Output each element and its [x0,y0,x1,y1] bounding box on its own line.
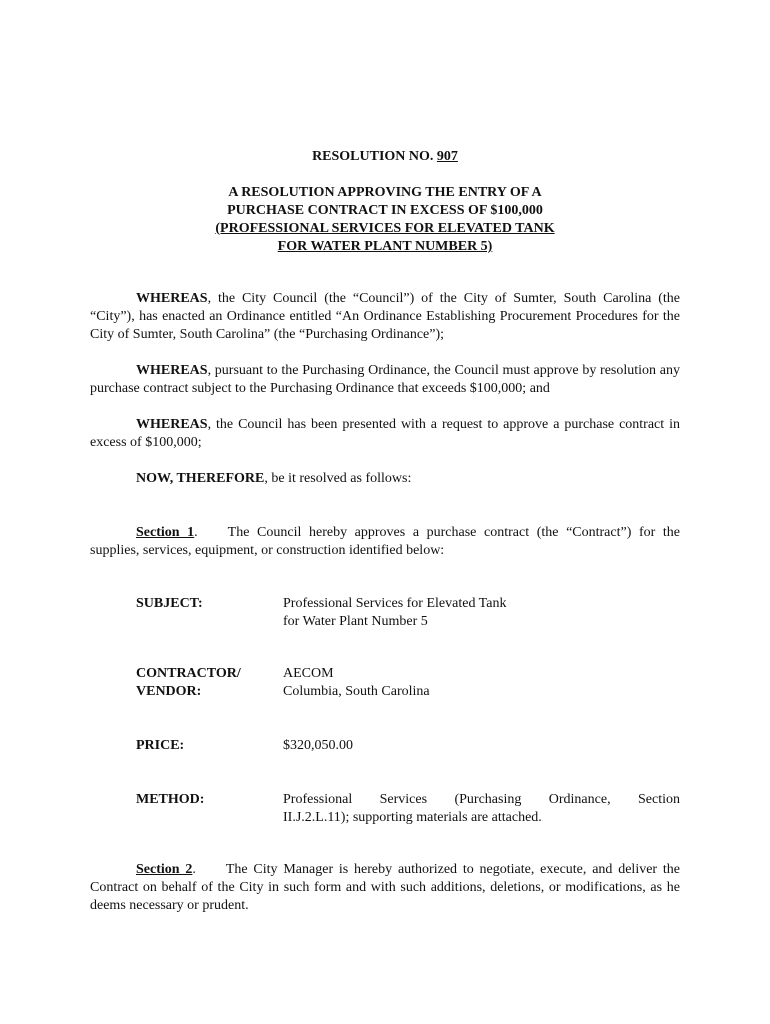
whereas-paragraph-1 [90,290,680,344]
contractor-line-1: AECOM [283,666,334,681]
method-label: METHOD: [136,792,205,807]
subject-value [283,595,680,631]
resolution-number-heading [90,148,680,166]
now-therefore-keyword: NOW, THEREFORE [136,471,265,486]
section-2-paragraph [90,861,680,915]
whereas-text: , pursuant to the Purchasing Ordinance, the Council must approve by resolution any purchase contract subject to the Purchasing Ordinance that exceeds $100,000; and [90,363,680,396]
contractor-line-2: Columbia, South Carolina [283,684,430,699]
section-2-text: The City Manager is hereby authorized to negotiate, execute, and deliver the Contract on behalf of the City in such form and with such additions, deletions, or modifications, as he deems necessary or prudent. [90,862,680,913]
whereas-keyword: WHEREAS [136,417,208,432]
price-value: $320,050.00 [283,738,353,753]
resolution-prefix: RESOLUTION NO. [312,149,437,164]
whereas-text: , the Council has been presented with a request to approve a purchase contract in excess of $100,000; [90,417,680,450]
now-therefore-paragraph [90,470,680,488]
subject-label: SUBJECT: [136,596,203,611]
whereas-keyword: WHEREAS [136,363,208,378]
title-line-1: A RESOLUTION APPROVING THE ENTRY OF A [228,185,542,200]
contractor-label-line-1: CONTRACTOR/ [136,666,241,681]
subject-line-1: Professional Services for Elevated Tank [283,596,507,611]
section-1-paragraph [90,524,680,560]
now-therefore-text: , be it resolved as follows: [264,471,412,486]
title-line-2: PURCHASE CONTRACT IN EXCESS OF $100,000 [227,203,543,218]
method-value [283,791,680,827]
section-2-heading: Section 2 [136,862,193,877]
whereas-paragraph-3 [90,416,680,452]
contractor-label [136,665,276,701]
whereas-keyword: WHEREAS [136,291,208,306]
subject-line-2: for Water Plant Number 5 [283,614,428,629]
method-line-2: II.J.2.L.11); supporting materials are attached. [283,810,542,825]
section-1-text: The Council hereby approves a purchase contract (the “Contract”) for the supplies, services, equipment, or construction identified below: [90,525,681,558]
section-1-heading: Section 1 [136,525,195,540]
whereas-text: , the City Council (the “Council”) of the City of Sumter, South Carolina (the “City”), has enacted an Ordinance entitled “An Ordinance Establishing Procurement Procedures for the City of Sumter, South Carolina” (the “Purchasing Ordinance”); [90,291,680,342]
resolution-title [90,184,680,256]
contractor-label-line-2: VENDOR: [136,684,202,699]
title-line-3: (PROFESSIONAL SERVICES FOR ELEVATED TANK [215,221,555,236]
whereas-paragraph-2 [90,362,680,398]
contractor-value [283,665,680,701]
method-line-1: Professional Services (Purchasing Ordinance, Section [283,792,680,807]
price-label: PRICE: [136,738,185,753]
title-line-4: FOR WATER PLANT NUMBER 5) [277,239,493,254]
resolution-number: 907 [436,149,458,164]
section-1-punct: . [194,525,198,540]
section-2-punct: . [192,862,196,877]
